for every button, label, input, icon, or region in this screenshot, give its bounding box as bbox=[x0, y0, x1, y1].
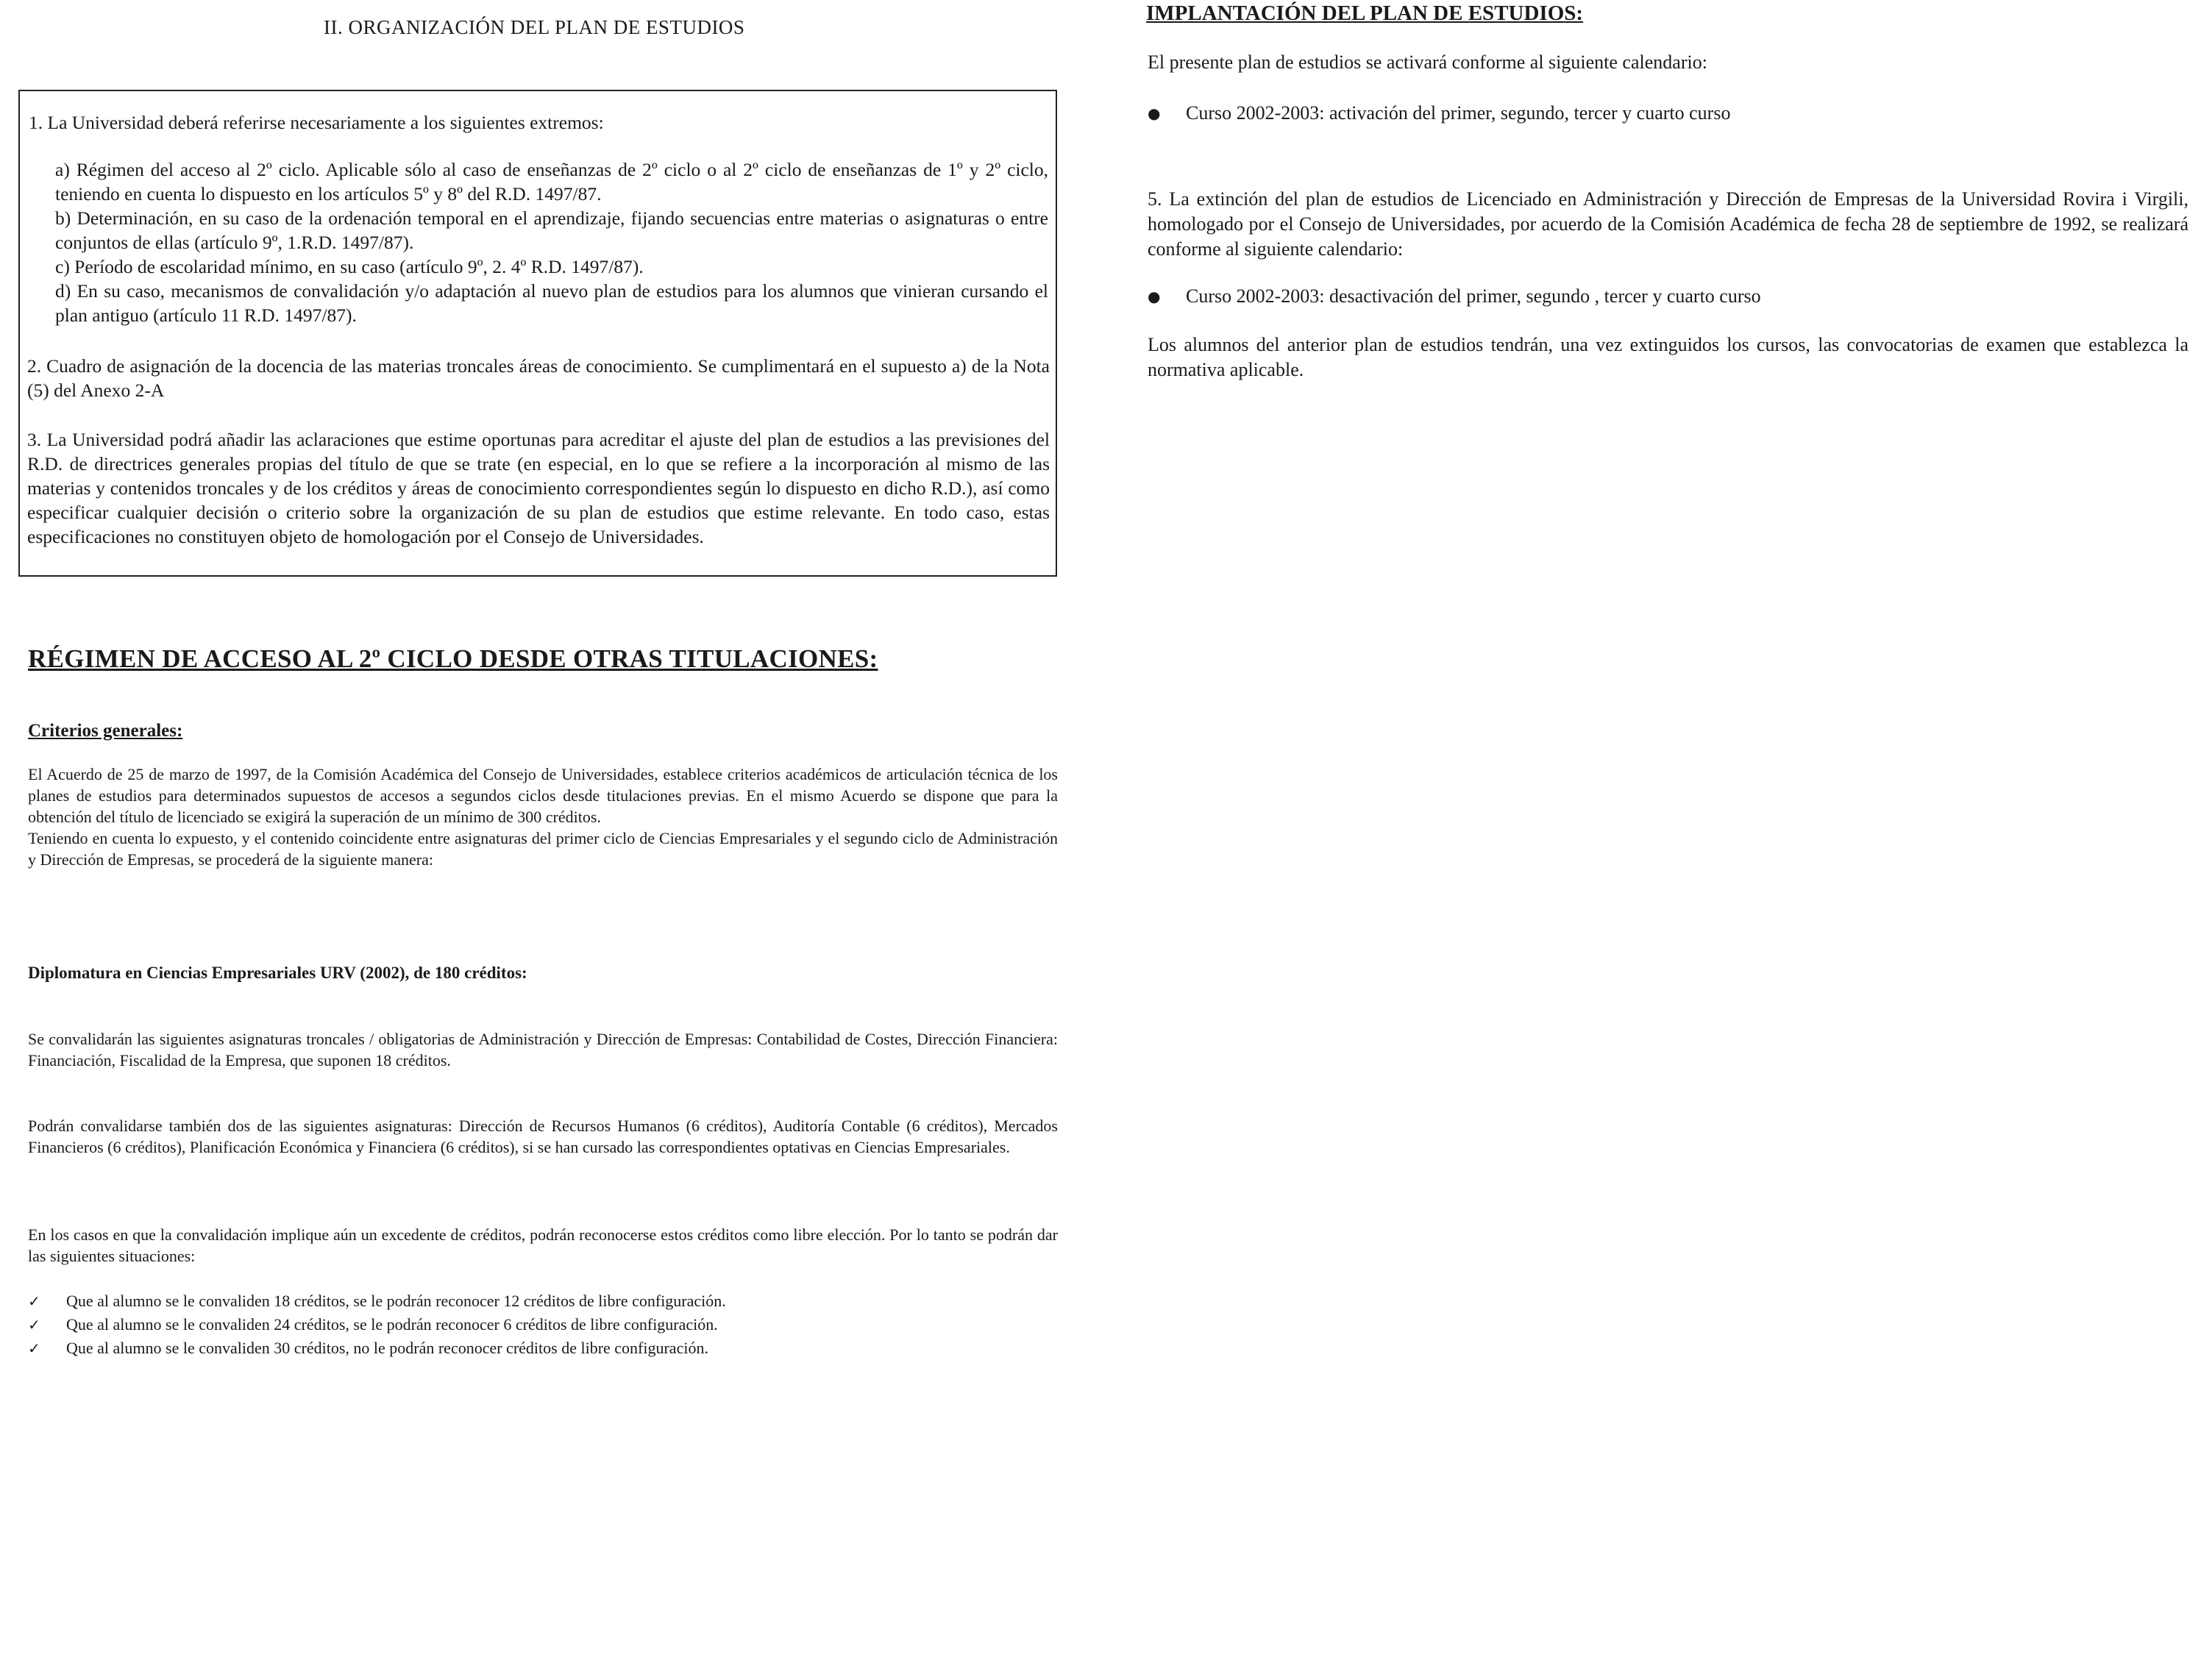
situacion-text: Que al alumno se le convaliden 24 créditos, se le podrán reconocer 6 créditos de libre configuración. bbox=[66, 1315, 718, 1334]
criterios-heading: Criterios generales: bbox=[28, 721, 183, 741]
extremos-list bbox=[55, 157, 1048, 327]
criterios-paragraph bbox=[28, 764, 1058, 870]
list-item: c) Período de escolaridad mínimo, en su caso (artículo 9º, 2. 4º R.D. 1497/87). bbox=[55, 256, 644, 277]
situaciones-list bbox=[28, 1289, 984, 1360]
section-title: II. ORGANIZACIÓN DEL PLAN DE ESTUDIOS bbox=[324, 16, 745, 38]
list-item bbox=[28, 1336, 984, 1360]
list-item: b) Determinación, en su caso de la ordenación temporal en el aprendizaje, fijando secuencias entre materias o asignaturas o entre conjuntos de ellas (artículo 9º, 1.R.D. 1497/87). bbox=[55, 207, 1048, 253]
convalidacion-paragraph: Se convalidarán las siguientes asignaturas troncales / obligatorias de Administración y Dirección de Empresas: Contabilidad de Costes, Dirección Financiera: Financiación, Fiscalidad de la Empresa, que suponen 18 créditos. bbox=[28, 1030, 1058, 1069]
checkmark-icon: ✓ bbox=[28, 1316, 40, 1334]
list-item: d) En su caso, mecanismos de convalidación y/o adaptación al nuevo plan de estudios para los alumnos que vinieran cursando el plan antiguo (artículo 11 R.D. 1497/87). bbox=[55, 280, 1048, 326]
implantacion-heading: IMPLANTACIÓN DEL PLAN DE ESTUDIOS: bbox=[1146, 1, 1584, 25]
bullet-text: Curso 2002-2003: activación del primer, segundo, tercer y cuarto curso bbox=[1186, 102, 1731, 124]
implantacion-intro: El presente plan de estudios se activará conforme al siguiente calendario: bbox=[1148, 51, 1707, 73]
regimen-heading: RÉGIMEN DE ACCESO AL 2º CICLO DESDE OTRAS TITULACIONES: bbox=[28, 644, 878, 673]
list-item bbox=[28, 1313, 984, 1336]
checkmark-icon: ✓ bbox=[28, 1339, 40, 1357]
podran-paragraph: Podrán convalidarse también dos de las siguientes asignaturas: Dirección de Recursos Humanos (6 créditos), Auditoría Contable (6 créditos), Mercados Financieros (6 créditos), Planificación Económica y Financiera (6 créditos), si se han cursado las correspondientes optativas en Ciencias Empresariales. bbox=[28, 1117, 1058, 1156]
checkmark-icon: ✓ bbox=[28, 1292, 40, 1310]
list-item: a) Régimen del acceso al 2º ciclo. Aplicable sólo al caso de enseñanzas de 2º ciclo o al 2º ciclo de enseñanzas de 1º y 2º ciclo, teniendo en cuenta lo dispuesto en los artículos 5º y 8º del R.D. 1497/87. bbox=[55, 159, 1048, 204]
paragraph-2: 2. Cuadro de asignación de la docencia de las materias troncales áreas de conocimiento. Se cumplimentará en el supuesto a) de la Nota (5) del Anexo 2-A bbox=[27, 355, 1050, 401]
bullet-dot-icon: ● bbox=[1148, 288, 1161, 305]
criterios-text-1: El Acuerdo de 25 de marzo de 1997, de la Comisión Académica del Consejo de Universidades, establece criterios académicos de articulación técnica de los planes de estudios para determinados supuestos de accesos a segundos ciclos desde titulaciones previas. En el mismo Acuerdo se dispone que para la obtención del título de licenciado se exigirá la superación de un mínimo de 300 créditos. bbox=[28, 765, 1058, 826]
alumnos-paragraph: Los alumnos del anterior plan de estudios tendrán, una vez extinguidos los cursos, las convocatorias de examen que establezca la normativa aplicable. bbox=[1148, 334, 2188, 380]
list-item bbox=[1148, 284, 2177, 309]
bullet-dot-icon: ● bbox=[1148, 104, 1161, 122]
bullet-text: Curso 2002-2003: desactivación del primer, segundo , tercer y cuarto curso bbox=[1186, 285, 1761, 307]
casos-paragraph: En los casos en que la convalidación implique aún un excedente de créditos, podrán reconocerse estos créditos como libre elección. Por lo tanto se podrán dar las siguientes situaciones: bbox=[28, 1225, 1058, 1265]
paragraph-5: 5. La extinción del plan de estudios de Licenciado en Administración y Dirección de Empresas de la Universidad Rovira i Virgili, homologado por el Consejo de Universidades, por acuerdo de la Comisión Académica de fecha 28 de septiembre de 1992, se realizará conforme al siguiente calendario: bbox=[1148, 188, 2188, 260]
paragraph-1: 1. La Universidad deberá referirse necesariamente a los siguientes extremos: bbox=[29, 112, 604, 133]
list-item bbox=[1148, 101, 2177, 126]
diplomatura-heading: Diplomatura en Ciencias Empresariales URV (2002), de 180 créditos: bbox=[28, 964, 527, 982]
paragraph-3: 3. La Universidad podrá añadir las aclaraciones que estime oportunas para acreditar el ajuste del plan de estudios a las previsiones del R.D. de directrices generales propias del título de que se trate (en especial, en lo que se refiere a la incorporación al mismo de las materias y contenidos troncales y de los créditos y áreas de conocimiento correspondientes según lo dispuesto en dicho R.D.), así como especificar cualquier decisión o criterio sobre la organización de su plan de estudios que estime relevante. En todo caso, estas especificaciones no constituyen objeto de homologación por el Consejo de Universidades. bbox=[27, 429, 1050, 547]
situacion-text: Que al alumno se le convaliden 18 créditos, se le podrán reconocer 12 créditos de libre configuración. bbox=[66, 1292, 726, 1310]
rules-box bbox=[18, 90, 1057, 577]
criterios-text-2: Teniendo en cuenta lo expuesto, y el contenido coincidente entre asignaturas del primer ciclo de Ciencias Empresariales y el segundo ciclo de Administración y Dirección de Empresas, se procederá de la siguiente manera: bbox=[28, 829, 1058, 869]
list-item bbox=[28, 1289, 984, 1313]
situacion-text: Que al alumno se le convaliden 30 créditos, no le podrán reconocer créditos de libre configuración. bbox=[66, 1339, 708, 1357]
